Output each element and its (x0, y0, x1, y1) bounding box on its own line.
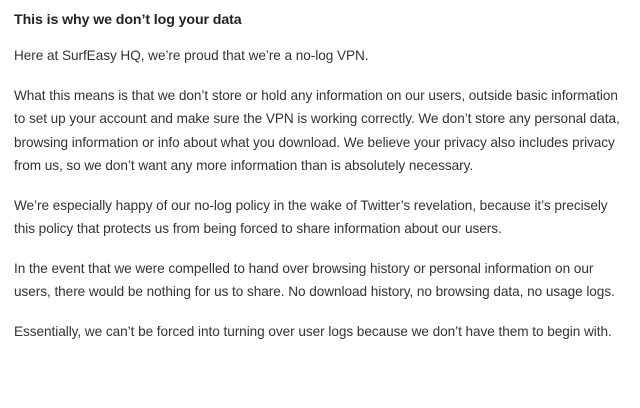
paragraph-no-log-explanation: What this means is that we don’t store or hold any information on our users, outside basic information to set up your account and make sure the VPN is working correctly. We don’t store any personal data, browsing information or info about what you download. We believe your privacy also includes privacy from us, so we don’t want any more information than is absolutely necessary. (14, 87, 620, 173)
paragraph-conclusion: Essentially, we can’t be forced into turning over user logs because we don’t have them to begin with. (14, 323, 612, 339)
section-heading: This is why we don’t log your data (14, 12, 242, 28)
paragraph-nothing-to-share: In the event that we were compelled to hand over browsing history or personal information on our users, there would be nothing for us to share. No download history, no browsing data, no usage logs. (14, 260, 615, 299)
paragraph-twitter-revelation: We’re especially happy of our no-log policy in the wake of Twitter’s revelation, because it’s precisely this policy that protects us from being forced to share information about our users. (14, 197, 608, 236)
paragraph-intro: Here at SurfEasy HQ, we’re proud that we’re a no-log VPN. (14, 48, 369, 63)
